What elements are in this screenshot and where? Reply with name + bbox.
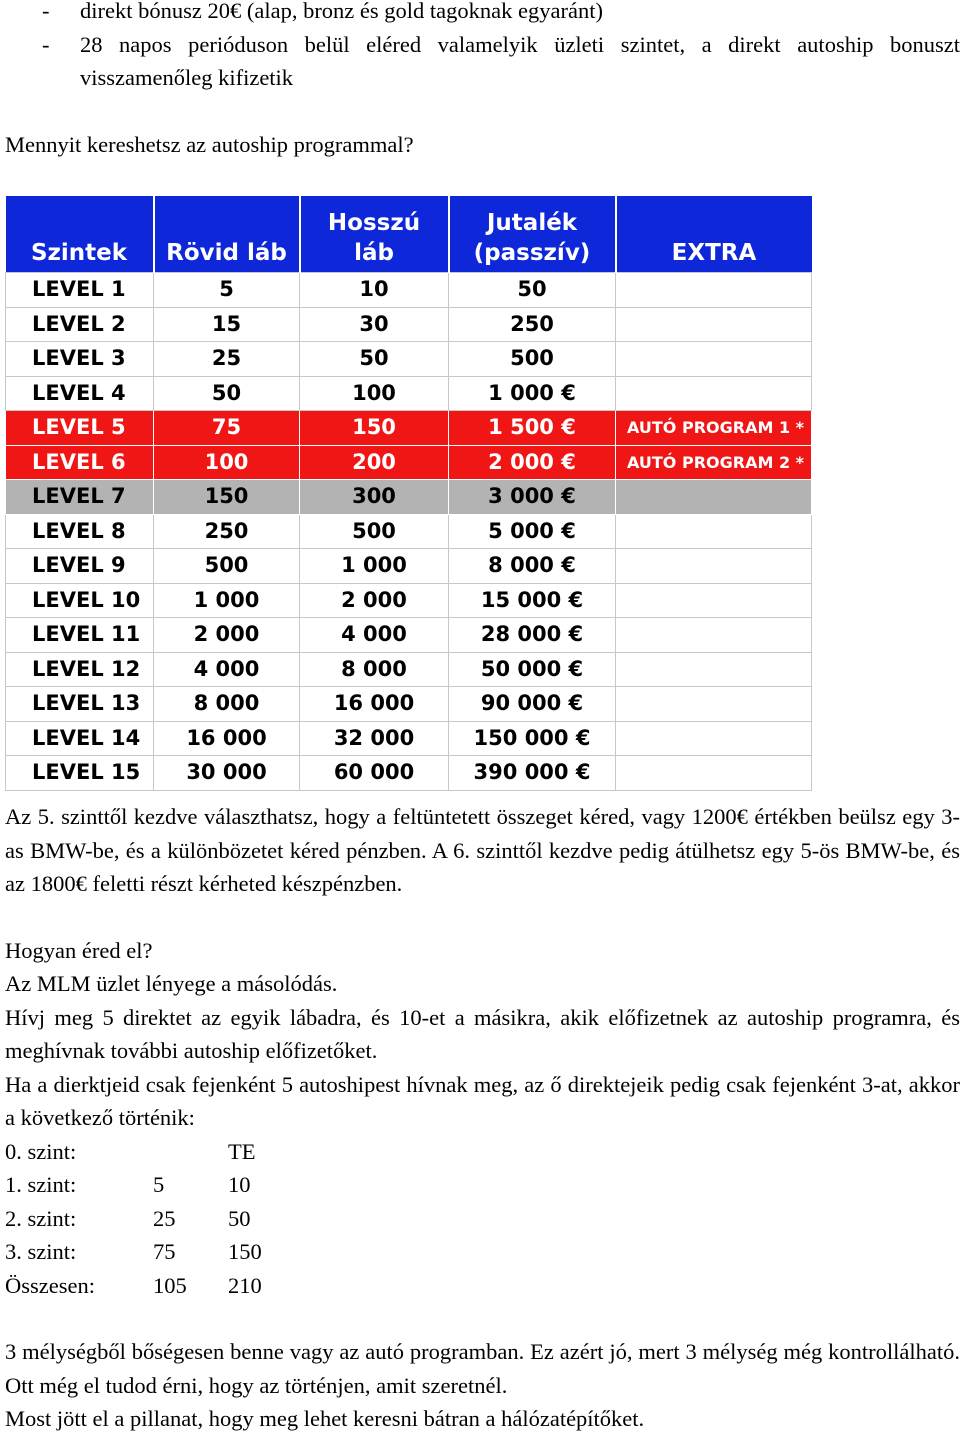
cell-level: LEVEL 7 [6, 480, 154, 515]
cell-level: LEVEL 4 [6, 376, 154, 411]
table-row [6, 549, 812, 584]
cell-long-leg: 200 [300, 445, 449, 480]
paragraph-invite: Hívj meg 5 direktet az egyik lábadra, és 10-et a másikra, akik előfizetnek az autoship programra, és meghívnak további autoship előfizetőket. [5, 1004, 960, 1063]
cell-level: LEVEL 1 [6, 273, 154, 308]
depth-value-a [153, 1135, 228, 1169]
section-question: Mennyit kereshetsz az autoship programmal? [5, 131, 414, 157]
cell-long-leg: 4 000 [300, 618, 449, 653]
cell-extra [616, 342, 812, 377]
cell-level: LEVEL 15 [6, 756, 154, 791]
cell-commission: 5 000 € [449, 514, 616, 549]
cell-commission: 150 000 € [449, 721, 616, 756]
cell-short-leg: 30 000 [154, 756, 300, 791]
depth-value-a: 5 [153, 1172, 165, 1197]
depth-row [5, 1235, 303, 1269]
paragraph-depth: 3 mélységből bőségesen benne vagy az autó programban. Ez azért jó, mert 3 mélység még kontrollálható. Ott még el tudod érni, hogy az történjen, amit szeretnél. [5, 1339, 960, 1398]
depth-value-b: 50 [228, 1205, 251, 1231]
cell-extra [616, 756, 812, 791]
depth-row [5, 1202, 303, 1236]
cell-extra [616, 583, 812, 618]
cell-long-leg: 300 [300, 480, 449, 515]
cell-commission: 50 [449, 273, 616, 308]
cell-level: LEVEL 8 [6, 514, 154, 549]
table-row [6, 411, 812, 446]
depth-label: 2. szint: [5, 1205, 77, 1231]
header-long-leg [300, 196, 449, 273]
cell-extra [616, 687, 812, 722]
bullet-dash: - [42, 0, 50, 23]
cell-extra [616, 376, 812, 411]
cell-level: LEVEL 13 [6, 687, 154, 722]
cell-extra [616, 549, 812, 584]
cell-short-leg: 50 [154, 376, 300, 411]
table-row [6, 514, 812, 549]
depth-value-b: 10 [228, 1172, 251, 1197]
bullet-item [5, 0, 960, 28]
header-long-leg-text: Hosszú láb [327, 210, 421, 266]
cell-extra: AUTÓ PROGRAM 1 * [616, 411, 812, 446]
paragraph-bmw: Az 5. szinttől kezdve választhatsz, hogy a feltüntetett összeget kéred, vagy 1200€ értékben beülsz egy 3-as BMW-be, és a különbözetet kéred pénzben. A 6. szinttől kezdve pedig átülhetsz egy 5-ös BMW-be, és az 1800€ feletti részt kérheted készpénzben. [5, 804, 960, 896]
cell-commission: 1 000 € [449, 376, 616, 411]
header-commission [449, 196, 616, 273]
cell-short-leg: 100 [154, 445, 300, 480]
cell-long-leg: 60 000 [300, 756, 449, 791]
cell-long-leg: 150 [300, 411, 449, 446]
cell-level: LEVEL 2 [6, 307, 154, 342]
cell-commission: 15 000 € [449, 583, 616, 618]
cell-long-leg: 2 000 [300, 583, 449, 618]
cell-commission: 50 000 € [449, 652, 616, 687]
cell-long-leg: 16 000 [300, 687, 449, 722]
cell-level: LEVEL 3 [6, 342, 154, 377]
table-row [6, 376, 812, 411]
cell-level: LEVEL 12 [6, 652, 154, 687]
table-row [6, 756, 812, 791]
cell-short-leg: 8 000 [154, 687, 300, 722]
table-row [6, 307, 812, 342]
bullet-item [5, 28, 960, 95]
table-row [6, 618, 812, 653]
cell-long-leg: 1 000 [300, 549, 449, 584]
cell-long-leg: 32 000 [300, 721, 449, 756]
depth-value-b: 210 [228, 1272, 262, 1298]
depth-value-a: 75 [153, 1239, 176, 1264]
cell-short-leg: 5 [154, 273, 300, 308]
depth-row [5, 1269, 303, 1303]
table-row [6, 273, 812, 308]
cell-level: LEVEL 11 [6, 618, 154, 653]
table-row [6, 445, 812, 480]
depth-label: 1. szint: [5, 1172, 77, 1197]
cell-extra [616, 652, 812, 687]
cell-long-leg: 30 [300, 307, 449, 342]
cell-extra [616, 721, 812, 756]
cell-commission: 8 000 € [449, 549, 616, 584]
cell-commission: 3 000 € [449, 480, 616, 515]
cell-short-leg: 1 000 [154, 583, 300, 618]
cell-long-leg: 100 [300, 376, 449, 411]
cell-level: LEVEL 5 [6, 411, 154, 446]
cell-short-leg: 250 [154, 514, 300, 549]
header-short-leg: Rövid láb [154, 196, 300, 273]
depth-value-b: TE [228, 1138, 256, 1164]
depth-value-a: 105 [153, 1272, 187, 1298]
cell-commission: 28 000 € [449, 618, 616, 653]
header-levels: Szintek [6, 196, 154, 273]
bullet-text: direkt bónusz 20€ (alap, bronz és gold tagoknak egyaránt) [80, 0, 603, 23]
table-row [6, 583, 812, 618]
depth-value-a: 25 [153, 1205, 176, 1231]
cell-extra [616, 618, 812, 653]
bullet-dash: - [42, 31, 50, 57]
cell-commission: 2 000 € [449, 445, 616, 480]
cell-commission: 500 [449, 342, 616, 377]
table-header-row [6, 196, 812, 273]
cell-short-leg: 75 [154, 411, 300, 446]
cell-commission: 390 000 € [449, 756, 616, 791]
table-row [6, 480, 812, 515]
cell-long-leg: 8 000 [300, 652, 449, 687]
depth-label: 0. szint: [5, 1138, 77, 1164]
cell-extra [616, 480, 812, 515]
cell-commission: 1 500 € [449, 411, 616, 446]
table-row [6, 342, 812, 377]
cell-extra [616, 514, 812, 549]
bullet-text: 28 napos perióduson belül eléred valamelyik üzleti szintet, a direkt autoship bonuszt visszamenőleg kifizetik [80, 31, 960, 90]
cell-level: LEVEL 14 [6, 721, 154, 756]
cell-level: LEVEL 10 [6, 583, 154, 618]
cell-level: LEVEL 9 [6, 549, 154, 584]
depth-label: 3. szint: [5, 1239, 77, 1264]
cell-short-leg: 25 [154, 342, 300, 377]
cell-short-leg: 16 000 [154, 721, 300, 756]
cell-long-leg: 50 [300, 342, 449, 377]
cell-level: LEVEL 6 [6, 445, 154, 480]
cell-short-leg: 500 [154, 549, 300, 584]
cell-long-leg: 10 [300, 273, 449, 308]
depth-table [5, 1135, 303, 1303]
cell-extra [616, 307, 812, 342]
depth-row [5, 1168, 303, 1202]
cell-long-leg: 500 [300, 514, 449, 549]
cell-short-leg: 4 000 [154, 652, 300, 687]
cell-short-leg: 150 [154, 480, 300, 515]
cell-short-leg: 15 [154, 307, 300, 342]
header-extra: EXTRA [616, 196, 812, 273]
cell-extra [616, 273, 812, 308]
cell-commission: 250 [449, 307, 616, 342]
depth-value-b: 150 [228, 1239, 262, 1264]
cell-extra: AUTÓ PROGRAM 2 * [616, 445, 812, 480]
level-table-image [5, 196, 813, 784]
header-commission-text: Jutalék (passzív) [473, 210, 591, 266]
cell-short-leg: 2 000 [154, 618, 300, 653]
cell-commission: 90 000 € [449, 687, 616, 722]
paragraph-final: Most jött el a pillanat, hogy meg lehet keresni bátran a hálózatépítőket. [5, 1406, 645, 1431]
level-table [5, 196, 812, 791]
paragraph-mlm: Az MLM üzlet lényege a másolódás. [5, 971, 338, 996]
depth-label: Összesen: [5, 1272, 95, 1298]
table-row [6, 687, 812, 722]
heading-how: Hogyan éred el? [5, 937, 153, 963]
paragraph-result: Ha a dierktjeid csak fejenként 5 autoshipest hívnak meg, az ő direktejeik pedig csak fejenként 3-at, akkor a következő történik: [5, 1071, 960, 1130]
table-row [6, 652, 812, 687]
table-row [6, 721, 812, 756]
depth-row [5, 1135, 303, 1169]
